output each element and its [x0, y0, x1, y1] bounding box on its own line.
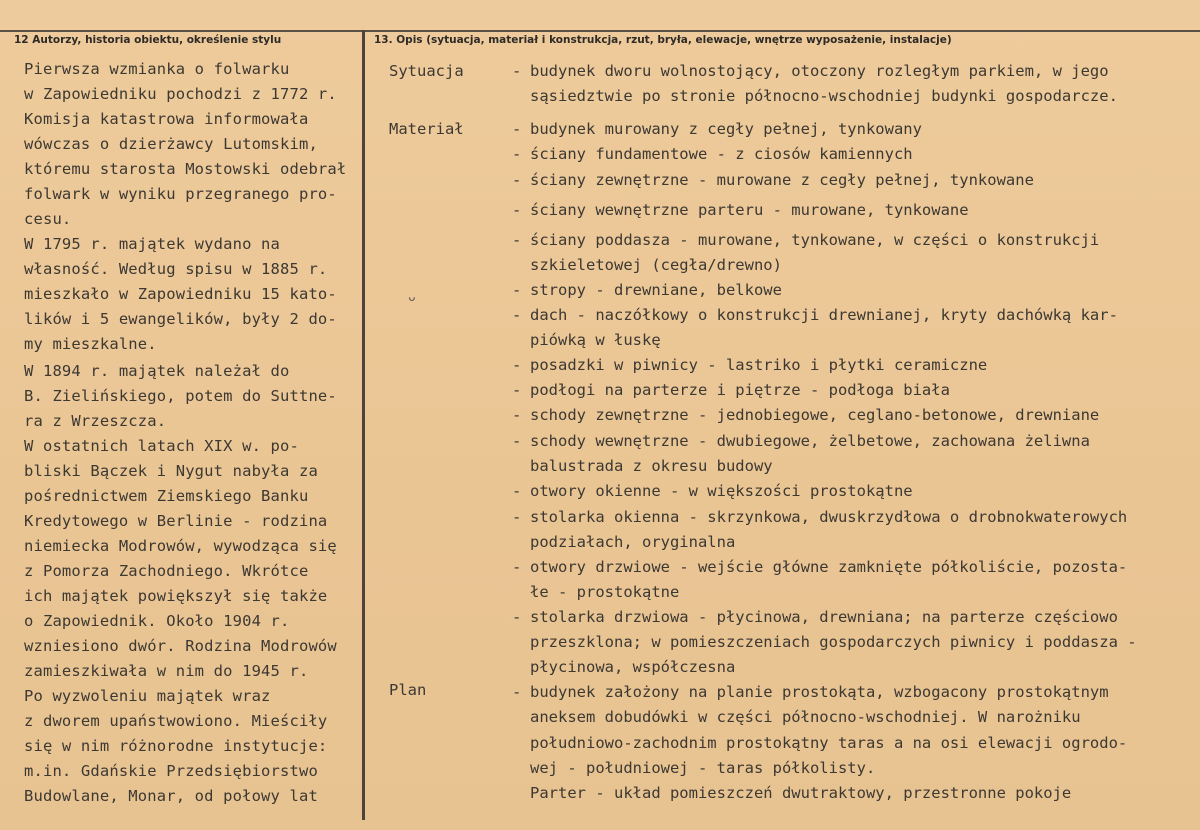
bullet-dash: -	[512, 281, 522, 299]
description-line: balustrada z okresu budowy	[530, 457, 773, 475]
bullet-dash: -	[512, 62, 522, 80]
bullet-dash: -	[512, 406, 522, 424]
history-line: z dworem upaństwowiono. Mieściły	[24, 712, 328, 730]
history-line: lików i 5 ewangelików, były 2 do-	[24, 310, 337, 328]
history-line: zamieszkiwała w nim do 1945 r.	[24, 662, 309, 680]
history-line: bliski Bączek i Nygut nabyła za	[24, 462, 318, 480]
description-line: łe - prostokątne	[530, 583, 680, 601]
history-line: W 1795 r. majątek wydano na	[24, 235, 281, 253]
description-line: sąsiedztwie po stronie północno-wschodniej budynki gospodarcze.	[530, 87, 1118, 105]
history-line: własność. Według spisu w 1885 r.	[24, 260, 328, 278]
history-line: Pierwsza wzmianka o folwarku	[24, 60, 290, 78]
bullet-dash: -	[512, 482, 522, 500]
bullet-dash: -	[512, 608, 522, 626]
description-line: południowo-zachodnim prostokątny taras a na osi elewacji ogrodo-	[530, 734, 1128, 752]
description-line: ściany poddasza - murowane, tynkowane, w części o konstrukcji	[530, 231, 1100, 249]
description-line: płycinowa, współczesna	[530, 658, 736, 676]
description-line: podłogi na parterze i piętrze - podłoga biała	[530, 381, 950, 399]
description-line: stolarka okienna - skrzynkowa, dwuskrzydłowa o drobnokwaterowych	[530, 508, 1128, 526]
description-line: dach - naczółkowy o konstrukcji drewnianej, kryty dachówką kar-	[530, 306, 1118, 324]
description-line: ściany fundamentowe - z ciosów kamiennych	[530, 145, 913, 163]
description-line: ściany zewnętrzne - murowane z cegły pełnej, tynkowane	[530, 171, 1034, 189]
description-line: ściany wewnętrzne parteru - murowane, tynkowane	[530, 201, 969, 219]
history-line: W 1894 r. majątek należał do	[24, 362, 290, 380]
history-line: któremu starosta Mostowski odebrał	[24, 160, 347, 178]
description-line: posadzki w piwnicy - lastriko i płytki ceramiczne	[530, 356, 988, 374]
history-line: pośrednictwem Ziemskiego Banku	[24, 487, 309, 505]
history-line: ra z Wrzeszcza.	[24, 412, 167, 430]
history-line: mieszkało w Zapowiedniku 15 kato-	[24, 285, 337, 303]
history-line: wzniesiono dwór. Rodzina Modrowów	[24, 637, 337, 655]
history-line: m.in. Gdańskie Przedsiębiorstwo	[24, 762, 318, 780]
bullet-dash: -	[512, 201, 522, 219]
history-line: Budowlane, Monar, od połowy lat	[24, 787, 318, 805]
bullet-dash: -	[512, 683, 522, 701]
bullet-dash: -	[512, 231, 522, 249]
margin-mark: ᴗ	[408, 290, 416, 305]
label-plan: Plan	[389, 681, 427, 699]
description-line: budynek dworu wolnostojący, otoczony rozległym parkiem, w jego	[530, 62, 1109, 80]
description-line: piówką w łuskę	[530, 331, 661, 349]
bullet-dash: -	[512, 120, 522, 138]
history-line: się w nim różnorodne instytucje:	[24, 737, 328, 755]
description-line: schody wewnętrzne - dwubiegowe, żelbetowe, zachowana żeliwna	[530, 432, 1090, 450]
history-line: folwark w wyniku przegranego pro-	[24, 185, 337, 203]
description-line: budynek założony na planie prostokąta, wzbogacony prostokątnym	[530, 683, 1109, 701]
label-sytuacja: Sytuacja	[389, 62, 464, 80]
history-line: W ostatnich latach XIX w. po-	[24, 437, 299, 455]
history-line: niemiecka Modrowów, wywodząca się	[24, 537, 337, 555]
bullet-dash: -	[512, 508, 522, 526]
section-12-header: 12 Autorzy, historia obiektu, określenie stylu	[14, 34, 282, 46]
bullet-dash: -	[512, 381, 522, 399]
bullet-dash: -	[512, 145, 522, 163]
description-line: szkieletowej (cegła/drewno)	[530, 256, 782, 274]
section-13-header: 13. Opis (sytuacja, materiał i konstrukcja, rzut, bryła, elewacje, wnętrze wyposażenie, instalacje)	[374, 34, 952, 46]
description-line: Parter - układ pomieszczeń dwutraktowy, przestronne pokoje	[530, 784, 1072, 802]
history-line: Komisja katastrowa informowała	[24, 110, 309, 128]
description-line: przeszklona; w pomieszczeniach gospodarczych piwnicy i poddasza -	[530, 633, 1137, 651]
description-line: otwory okienne - w większości prostokątne	[530, 482, 913, 500]
history-line: w Zapowiedniku pochodzi z 1772 r.	[24, 85, 337, 103]
description-line: stropy - drewniane, belkowe	[530, 281, 782, 299]
description-line: wej - południowej - taras półkolisty.	[530, 759, 876, 777]
history-line: Kredytowego w Berlinie - rodzina	[24, 512, 328, 530]
bullet-dash: -	[512, 356, 522, 374]
history-line: ich majątek powiększył się także	[24, 587, 328, 605]
history-line: wówczas o dzierżawcy Lutomskim,	[24, 135, 318, 153]
bullet-dash: -	[512, 558, 522, 576]
description-line: stolarka drzwiowa - płycinowa, drewniana; na parterze częściowo	[530, 608, 1118, 626]
bullet-dash: -	[512, 171, 522, 189]
history-line: cesu.	[24, 210, 72, 228]
description-line: otwory drzwiowe - wejście główne zamknięte półkoliście, pozosta-	[530, 558, 1128, 576]
history-line: my mieszkalne.	[24, 335, 157, 353]
history-line: z Pomorza Zachodniego. Wkrótce	[24, 562, 309, 580]
history-column	[0, 0, 362, 830]
description-line: schody zewnętrzne - jednobiegowe, ceglano-betonowe, drewniane	[530, 406, 1100, 424]
label-material: Materiał	[389, 120, 464, 138]
history-line: Po wyzwoleniu majątek wraz	[24, 687, 271, 705]
description-line: aneksem dobudówki w części północno-wschodniej. W narożniku	[530, 708, 1081, 726]
history-line: o Zapowiednik. Około 1904 r.	[24, 612, 290, 630]
bullet-dash: -	[512, 306, 522, 324]
description-line: podziałach, oryginalna	[530, 533, 736, 551]
column-divider	[362, 30, 365, 820]
description-line: budynek murowany z cegły pełnej, tynkowany	[530, 120, 922, 138]
history-line: B. Zielińskiego, potem do Suttne-	[24, 387, 337, 405]
bullet-dash: -	[512, 432, 522, 450]
